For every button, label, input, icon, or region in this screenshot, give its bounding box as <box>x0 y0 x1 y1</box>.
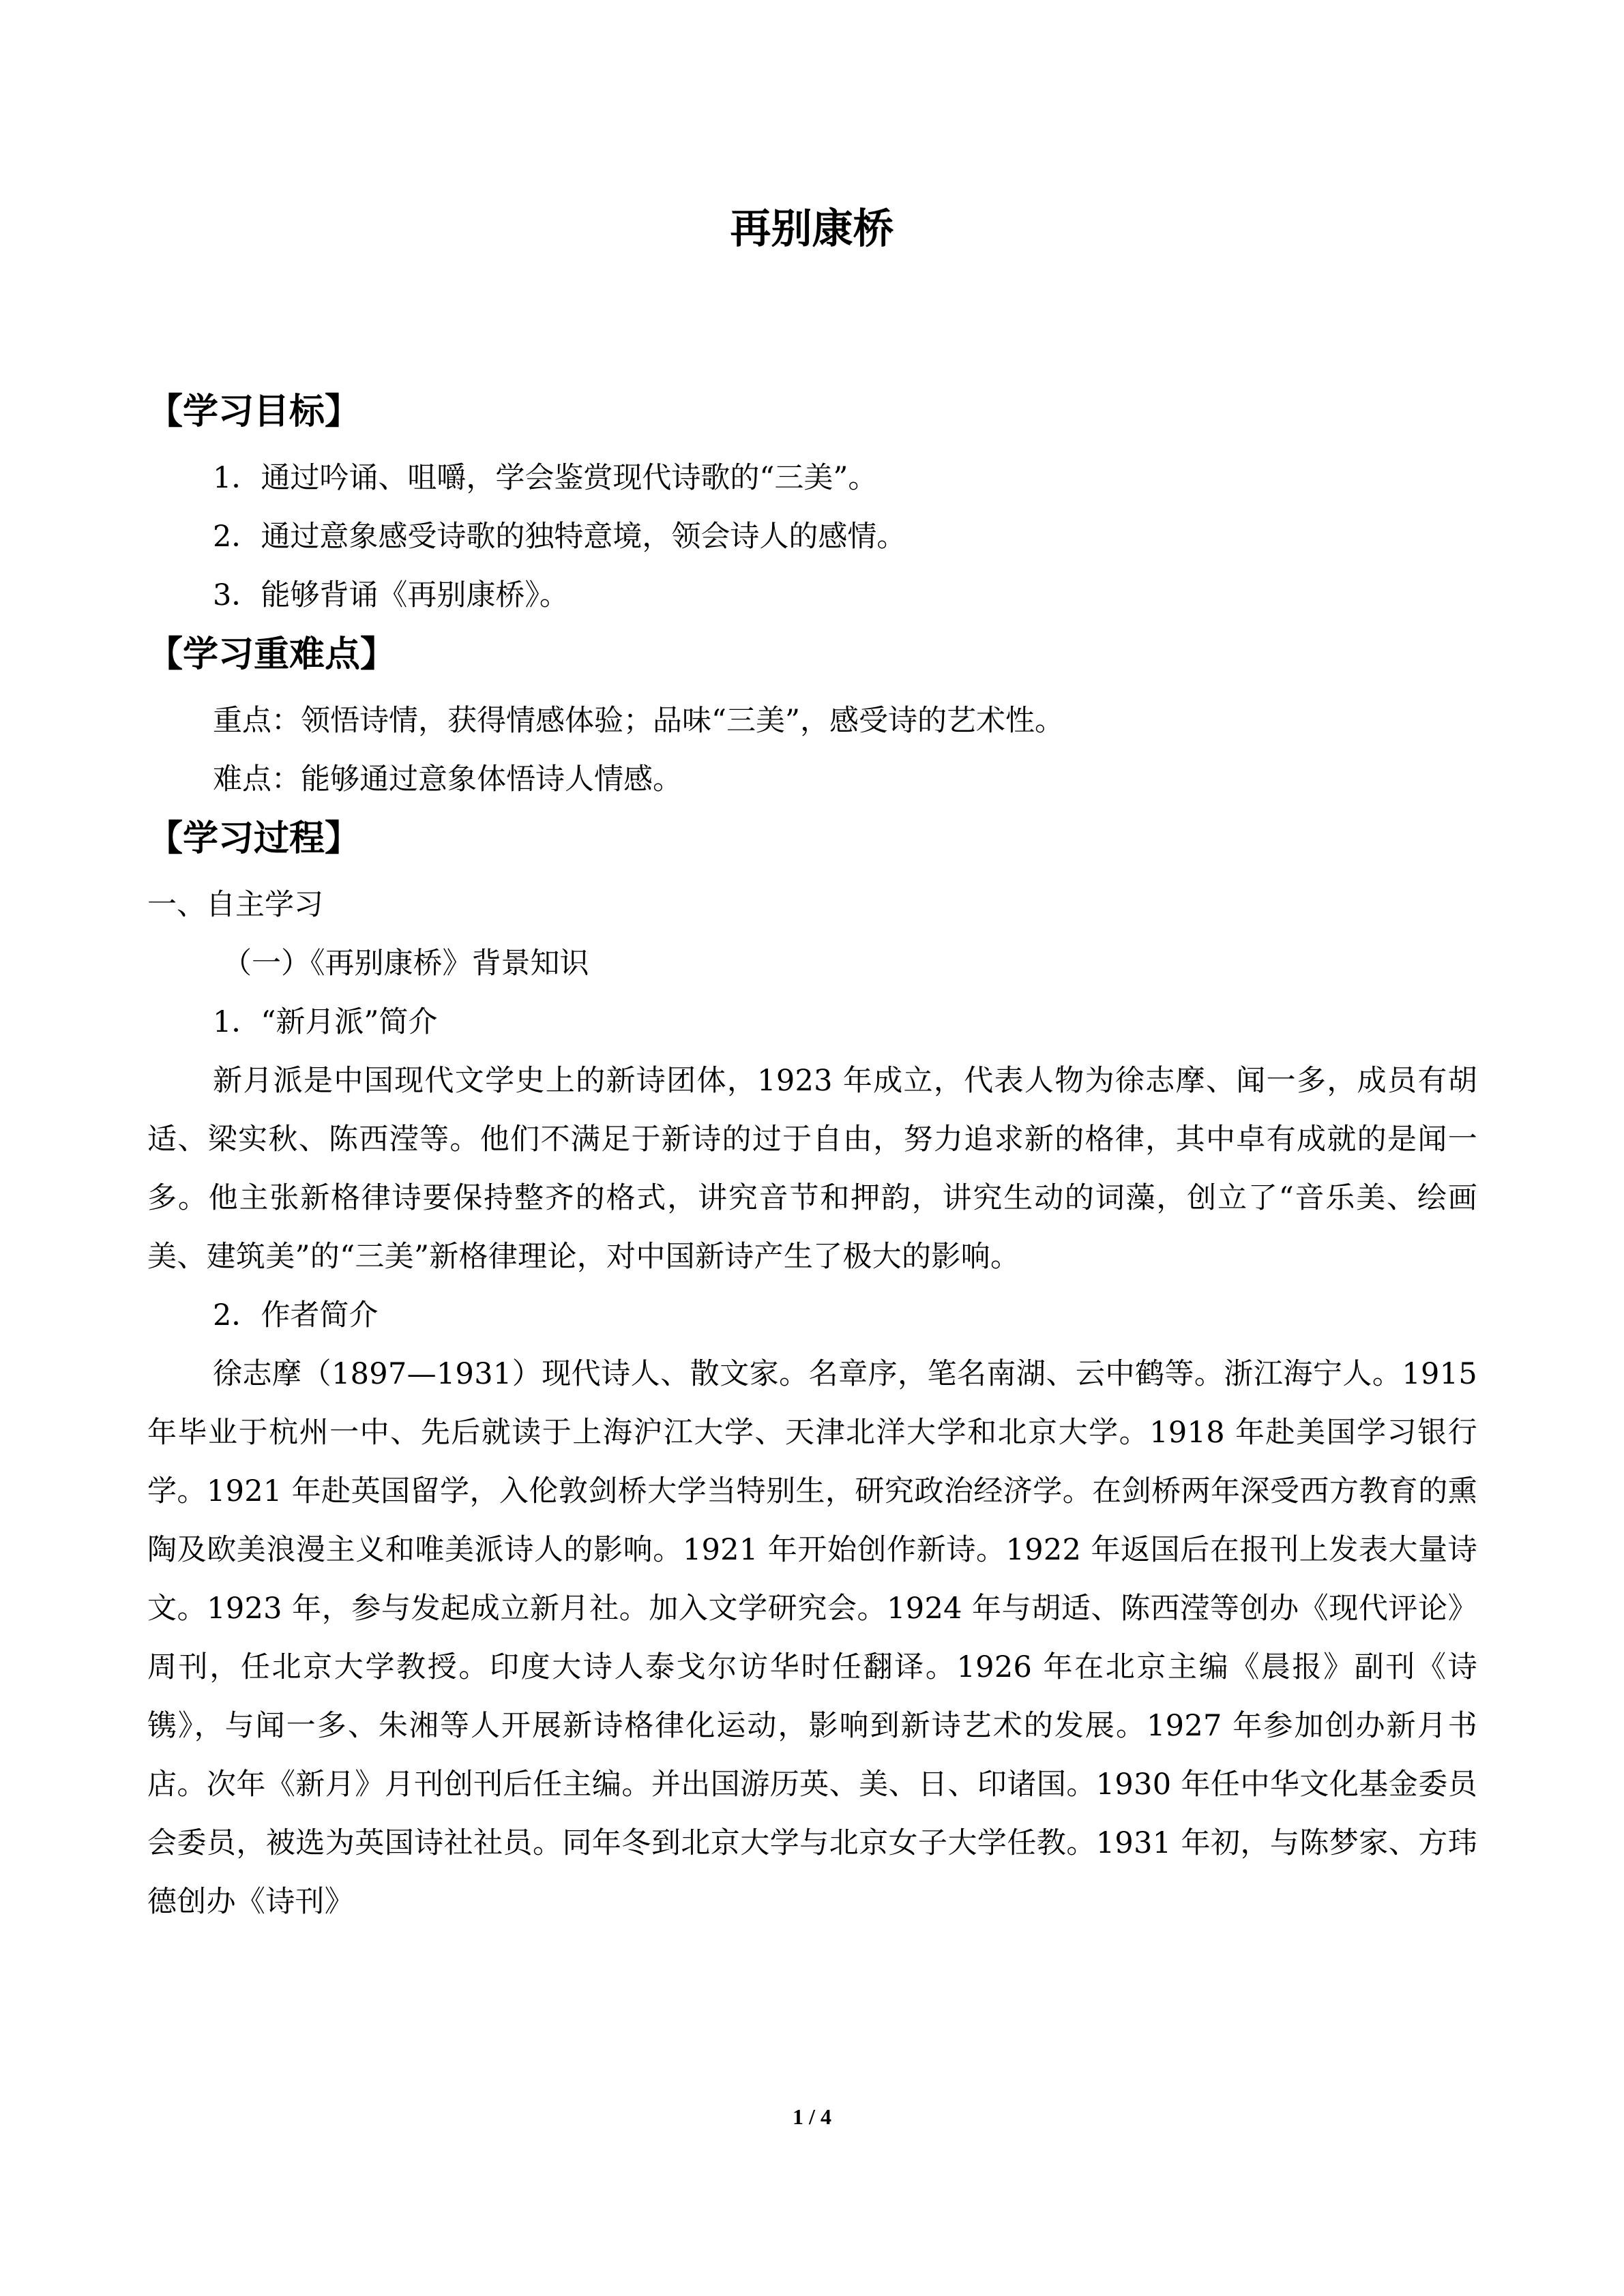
item-title: 1．“新月派”简介 <box>213 1005 438 1039</box>
page-number: 1 / 4 <box>793 2104 831 2129</box>
subsection-title: （一）《再别康桥》背景知识 <box>222 946 589 981</box>
difficulty-point: 难点：能够通过意象体悟诗人情感。 <box>213 762 682 796</box>
goal-item: 2．通过意象感受诗歌的独特意境，领会诗人的感情。 <box>213 520 906 554</box>
page-title: 再别康桥 <box>730 205 894 253</box>
paragraph-xinyuepai: 新月派是中国现代文学史上的新诗团体，1923 年成立，代表人物为徐志摩、闻一多，成员有胡适、梁实秋、陈西滢等。他们不满足于新诗的过于自由，努力追求新的格律，其中卓有成就的是闻一多。他主张新格律诗要保持整齐的格式，讲究音节和押韵，讲究生动的词藻，创立了“音乐美、绘画美、建筑美”的“三美”新格律理论，对中国新诗产生了极大的影响。 <box>147 1064 1477 1274</box>
section-heading-process: 【学习过程】 <box>147 818 361 859</box>
section-heading-focus: 【学习重难点】 <box>147 634 396 675</box>
goal-item: 1．通过吟诵、咀嚼，学会鉴赏现代诗歌的“三美”。 <box>213 461 878 495</box>
key-point: 重点：领悟诗情，获得情感体验；品味“三美”，感受诗的艺术性。 <box>213 704 1064 738</box>
section-heading-goals: 【学习目标】 <box>147 391 361 432</box>
item-title: 2．作者简介 <box>213 1298 379 1332</box>
paragraph-author: 徐志摩（1897—1931）现代诗人、散文家。名章序，笔名南湖、云中鹤等。浙江海宁人。1915 年毕业于杭州一中、先后就读于上海沪江大学、天津北洋大学和北京大学。1918 年赴美国学习银行学。1921 年赴英国留学，入伦敦剑桥大学当特别生，研究政治经济学。在剑桥两年深受西方教育的熏陶及欧美浪漫主义和唯美派诗人的影响。1921 年开始创作新诗。1922 年返国后在报刊上发表大量诗文。1923 年，参与发起成立新月社。加入文学研究会。1924 年与胡适、陈西滢等创办《现代评论》周刊，任北京大学教授。印度大诗人泰戈尔访华时任翻译。1926 年在北京主编《晨报》副刊《诗镌》，与闻一多、朱湘等人开展新诗格律化运动，影响到新诗艺术的发展。1927 年参加创办新月书店。次年《新月》月刊创刊后任主编。并出国游历英、美、日、印诸国。1930 年任中华文化基金委员会委员，被选为英国诗社社员。同年冬到北京大学与北京女子大学任教。1931 年初，与陈梦家、方玮德创办《诗刊》 <box>147 1357 1477 1919</box>
goal-item: 3．能够背诵《再别康桥》。 <box>213 578 569 612</box>
part-title: 一、自主学习 <box>147 888 323 922</box>
document-body <box>147 382 1477 1931</box>
